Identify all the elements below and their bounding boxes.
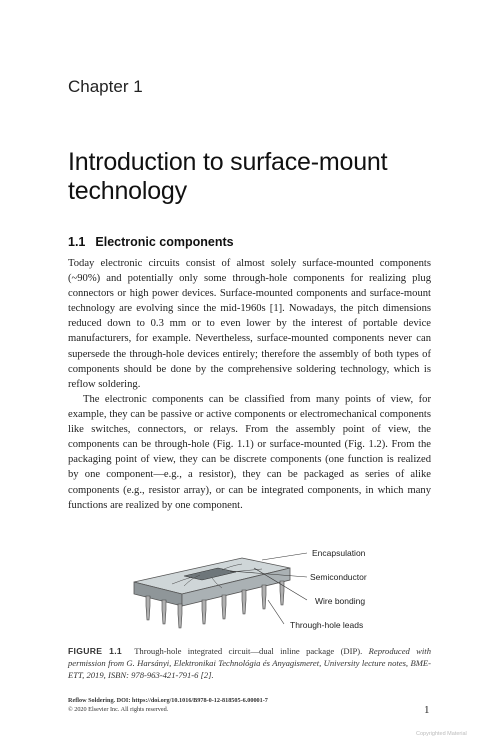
footer-doi: DOI: https://doi.org/10.1016/B978-0-12-818505-6.00001-7 <box>116 697 268 704</box>
footer-source <box>68 696 268 714</box>
section-heading <box>68 235 234 249</box>
figure-label: FIGURE 1.1 <box>68 646 122 656</box>
callout-encapsulation: Encapsulation <box>312 548 366 558</box>
dip-package-illustration <box>134 553 307 628</box>
callout-wire-bonding: Wire bonding <box>315 596 366 606</box>
watermark: Copyrighted Material <box>416 731 467 737</box>
section-title: Electronic components <box>95 235 234 249</box>
chapter-label: Chapter 1 <box>68 77 143 96</box>
callout-semiconductor: Semiconductor <box>310 572 367 582</box>
body-paragraph-2: The electronic components can be classified from many points of view, for example, they can be passive or active components or electromechanical components like switches, connectors, or relays. From the assembly point of view, the components can be through-hole (Fig. 1.1) or surface-mounted (Fig. 1.2). From the packaging point of view, they can be discrete components (one function is realized by one component—e.g., a resistor), they can be packaged as series of alike components (e.g., resistor array), or can be integrated components, in which many functions are realized by one component. <box>68 394 431 511</box>
figure-caption <box>68 645 431 682</box>
chapter-title: Introduction to surface-mount technology <box>68 148 388 205</box>
page-number: 1 <box>424 704 430 716</box>
body-paragraph-1: Today electronic circuits consist of almost solely surface-mounted components (~90%) and potentially only some through-hole components for realizing plug connectors or high power devices. Surface-mounted components and surface-mount technology are evolving since the mid-1960s [1]. Nowadays, the pitch dimensions reduced down to 0.3 mm or to even lower by the interest of portable device manufacturers, for example. Nevertheless, surface-mounted components never can supersede the through-hole devices entirely; therefore the assembly of both types of components should be done by the comprehensive soldering technology, which is reflow soldering. <box>68 258 431 390</box>
callout-through-hole-leads: Through-hole leads <box>290 620 364 630</box>
footer-book-title: Reflow Soldering. <box>68 697 116 704</box>
footer-copyright: © 2020 Elsevier Inc. All rights reserved. <box>68 706 169 713</box>
figure-permission-note: Reproduced with permission from G. Harsányi, Elektronikai Technológia és Anyagismeret, University lecture notes, BME-ETT, 2019, ISBN: 978-963-421-791-6 [2]. <box>68 646 431 681</box>
section-number: 1.1 <box>68 235 86 249</box>
dip-package-figure <box>112 540 412 640</box>
figure-caption-text: Through-hole integrated circuit—dual inline package (DIP). <box>134 646 363 656</box>
